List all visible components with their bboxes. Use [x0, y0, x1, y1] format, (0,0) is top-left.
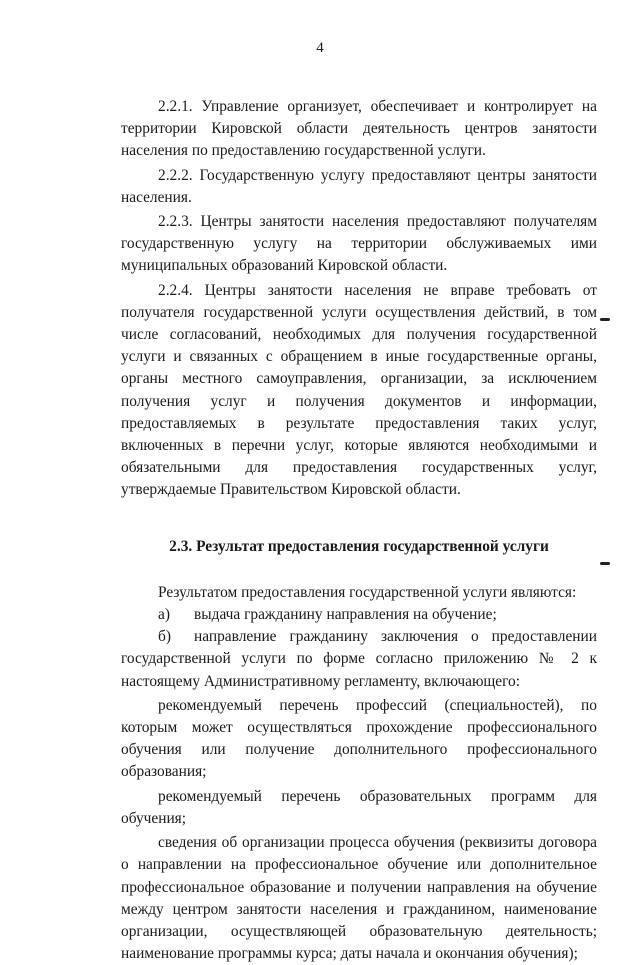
list-text-b-continuation: государственной услуги по форме согласно приложению № 2 к настоящему Административному регламенту, включающего:: [121, 650, 597, 690]
list-text-b: направление гражданину заключения о предоставлении: [194, 628, 597, 646]
paragraph-2-2-2: 2.2.2. Государственную услугу предоставляют центры занятости населения.: [121, 166, 597, 206]
list-marker-a: а): [158, 606, 170, 624]
list-text-a: выдача гражданину направления на обучение;: [194, 606, 497, 624]
page-number: 4: [316, 40, 324, 56]
paragraph-2-2-1: 2.2.1. Управление организует, обеспечивает и контролирует на территории Кировской области деятельность центров занятости населения по предоставлению государственной услуги.: [121, 98, 597, 160]
section-heading-2-3: 2.3. Результат предоставления государственной услуги: [169, 537, 549, 555]
list-item-b: [121, 626, 597, 648]
document-body: [121, 96, 597, 965]
paragraph-training-info: сведения об организации процесса обучения (реквизиты договора о направлении на профессиональное обучение или дополнительное профессиональное образование и получении направления на обучение между центром занятости населения и гражданином, наименование организации, осуществляющей образовательную деятельность; наименование программы курса; даты начала и окончания обучения);: [121, 834, 597, 963]
list-item-a: [121, 604, 597, 626]
scan-mark-bottom: [600, 562, 610, 565]
paragraph-2-2-4: 2.2.4. Центры занятости населения не вправе требовать от получателя государственной услуги осуществления действий, в том числе согласований, необходимых для получения государственной услуги и связанных с обращением в иные государственные органы, органы местного самоуправления, организации, за исключением получения услуг и получения документов и информации, предоставляемых в результате предоставления таких услуг, включенных в перечни услуг, которые являются необходимыми и обязательными для предоставления государственных услуг, утверждаемые Правительством Кировской области.: [121, 281, 597, 499]
list-marker-b: б): [158, 628, 171, 646]
scan-mark-top: [600, 318, 610, 321]
paragraph-programs-list: рекомендуемый перечень образовательных программ для обучения;: [121, 787, 597, 827]
paragraph-professions-list: рекомендуемый перечень профессий (специальностей), по которым может осуществляться прохождение профессионального обучения или получение дополнительного профессионального образования;: [121, 696, 597, 781]
paragraph-2-2-3: 2.2.3. Центры занятости населения предоставляют получателям государственную услугу на территории обслуживаемых ими муниципальных образований Кировской области.: [121, 213, 597, 275]
results-intro: Результатом предоставления государственной услуги являются:: [158, 583, 577, 601]
